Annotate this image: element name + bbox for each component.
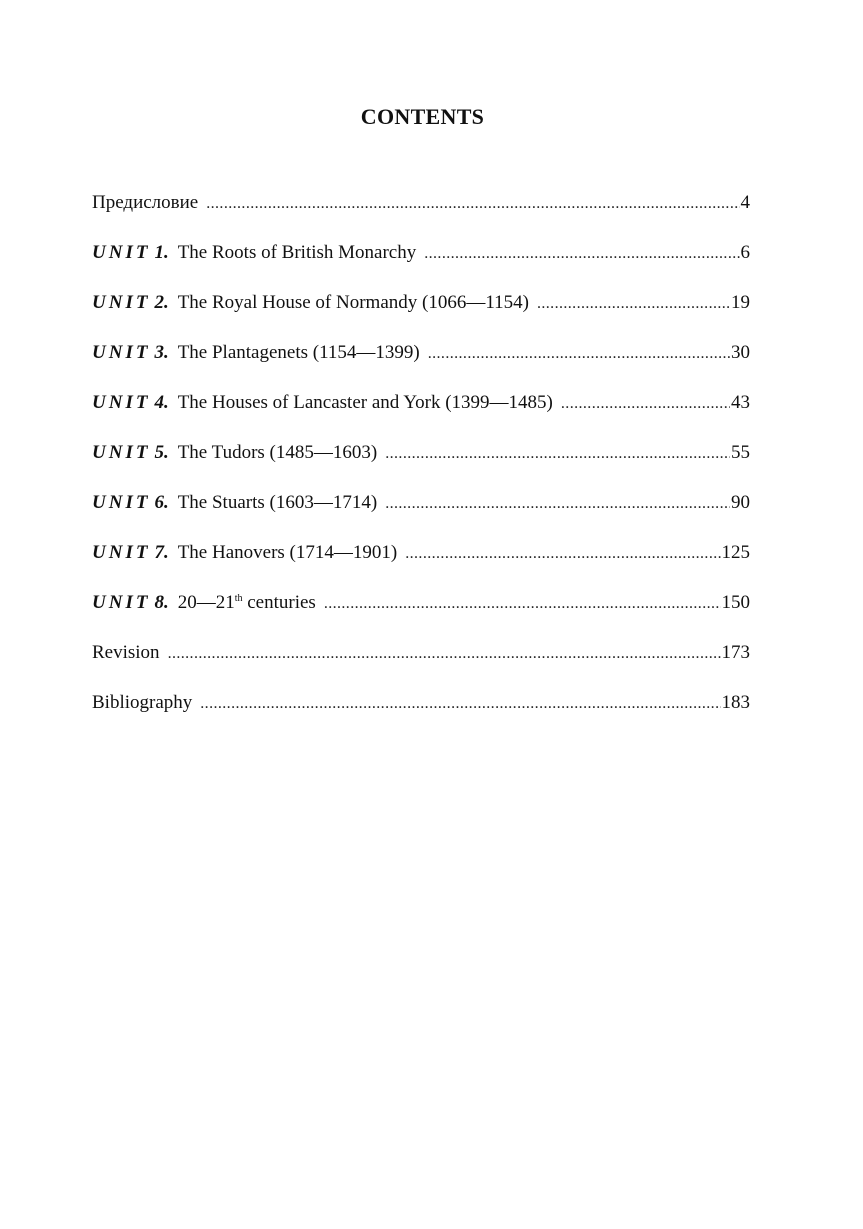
toc-entry-bibliography[interactable] <box>92 688 750 738</box>
unit-number: 3. <box>154 342 169 363</box>
toc-entry-title: The Plantagenets (1154—1399) <box>177 342 420 363</box>
toc-entry-title: Предисловие <box>92 192 199 213</box>
toc-entry-unit-7[interactable] <box>92 538 750 588</box>
toc-page-number: 4 <box>740 192 750 213</box>
dot-leader <box>168 639 721 669</box>
unit-label: UNIT <box>92 592 151 613</box>
toc-entry-title: The Hanovers (1714—1901) <box>177 542 398 563</box>
unit-number: 7. <box>154 542 169 563</box>
toc-page-number: 55 <box>731 442 750 463</box>
superscript: th <box>234 593 243 604</box>
toc-entry-preface[interactable] <box>92 188 750 238</box>
dot-leader <box>561 389 730 419</box>
toc-page-number: 125 <box>721 542 750 563</box>
unit-label: UNIT <box>92 392 151 413</box>
dot-leader <box>200 689 720 719</box>
toc-page-number: 183 <box>721 692 750 713</box>
toc-entry-unit-1[interactable] <box>92 238 750 288</box>
dot-leader <box>385 439 730 469</box>
unit-number: 2. <box>154 292 169 313</box>
toc-page-number: 150 <box>721 592 750 613</box>
unit-number: 4. <box>154 392 169 413</box>
toc-entry-title: Revision <box>92 642 160 663</box>
toc-page-number: 30 <box>731 342 750 363</box>
toc-entry-unit-6[interactable] <box>92 488 750 538</box>
unit-number: 5. <box>154 442 169 463</box>
toc-page-number: 173 <box>721 642 750 663</box>
unit-label: UNIT <box>92 442 151 463</box>
toc-entry-title: The Royal House of Normandy (1066—1154) <box>177 292 529 313</box>
contents-heading: CONTENTS <box>360 104 485 129</box>
unit-label: UNIT <box>92 292 151 313</box>
toc-entry-unit-8[interactable] <box>92 588 750 638</box>
toc-entry-title: The Roots of British Monarchy <box>177 242 417 263</box>
dot-leader <box>428 339 730 369</box>
dot-leader <box>405 539 720 569</box>
toc-entry-unit-3[interactable] <box>92 338 750 388</box>
dot-leader <box>324 589 721 619</box>
toc-entry-unit-5[interactable] <box>92 438 750 488</box>
toc-entry-title: The Stuarts (1603—1714) <box>177 492 378 513</box>
toc-entry-title: 20—21th centuries <box>177 592 316 613</box>
toc-entry-unit-4[interactable] <box>92 388 750 438</box>
dot-leader <box>424 239 739 269</box>
dot-leader <box>206 189 739 219</box>
toc-entry-title: The Houses of Lancaster and York (1399—1485) <box>177 392 553 413</box>
dot-leader <box>385 489 730 519</box>
unit-label: UNIT <box>92 492 151 513</box>
toc-page-number: 6 <box>740 242 750 263</box>
toc-entry-title: The Tudors (1485—1603) <box>177 442 378 463</box>
toc-entry-unit-2[interactable] <box>92 288 750 338</box>
toc-entry-title: Bibliography <box>92 692 193 713</box>
table-of-contents <box>92 188 750 738</box>
toc-page-number: 43 <box>731 392 750 413</box>
toc-page-number: 90 <box>731 492 750 513</box>
toc-entry-revision[interactable] <box>92 638 750 688</box>
unit-number: 8. <box>154 592 169 613</box>
unit-label: UNIT <box>92 542 151 563</box>
unit-number: 1. <box>154 242 169 263</box>
toc-page-number: 19 <box>731 292 750 313</box>
dot-leader <box>537 289 730 319</box>
unit-label: UNIT <box>92 342 151 363</box>
unit-number: 6. <box>154 492 169 513</box>
unit-label: UNIT <box>92 242 151 263</box>
